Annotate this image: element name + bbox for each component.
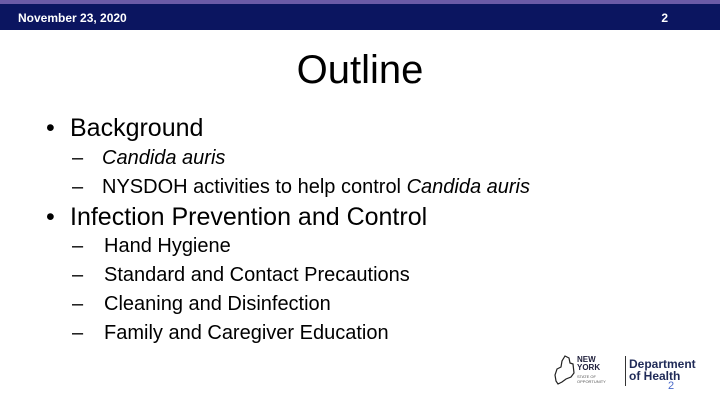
ny-logo-wordmark [577,356,600,372]
bullet-label: Background [70,114,204,142]
subitem-text: Hand Hygiene [104,235,231,257]
sub-dash: – [72,176,84,198]
subitem-family-education [72,322,389,345]
doh-word-of-health: of Health [629,369,681,383]
sub-dash: – [72,293,84,315]
footer-slide-number: 2 [668,380,675,392]
slide-date: November 23, 2020 [18,11,127,25]
ny-logo-sub1: STATE OF [577,374,596,379]
subitem-hand-hygiene [72,235,231,258]
header-bar [0,0,720,30]
ny-logo-word-york: YORK [577,363,601,372]
subitem-standard-contact [72,264,410,287]
subitem-text: NYSDOH activities to help control [102,176,407,198]
slide-title: Outline [296,48,424,92]
bullet-dot: • [46,203,55,231]
subitem-candida-auris [72,147,225,170]
subitem-text: Standard and Contact Precautions [104,264,410,286]
sub-dash: – [72,322,84,344]
sub-dash: – [72,235,84,257]
bullet-infection-prevention [46,203,427,232]
sub-dash: – [72,264,84,286]
ny-state-map-icon [553,355,575,385]
subitem-cleaning [72,293,331,316]
ny-logo-sub2: OPPORTUNITY [577,379,606,384]
subitem-italic-text: Candida auris [406,176,530,198]
ny-logo-word-new: NEW [577,355,596,364]
nys-doh-logo [553,352,696,392]
doh-word-department: Department [629,357,696,371]
subitem-italic-text: Candida auris [102,147,226,169]
bullet-dot: • [46,114,55,142]
subitem-nysdoh-activities [72,176,530,199]
subitem-text: Cleaning and Disinfection [104,293,331,315]
subitem-text: Family and Caregiver Education [104,322,389,344]
header-page-number: 2 [661,11,668,25]
logo-divider [625,356,626,386]
doh-wordmark [629,358,696,382]
bullet-background [46,114,203,143]
ny-logo-sub [577,374,606,384]
bullet-label: Infection Prevention and Control [70,203,428,231]
sub-dash: – [72,147,84,169]
